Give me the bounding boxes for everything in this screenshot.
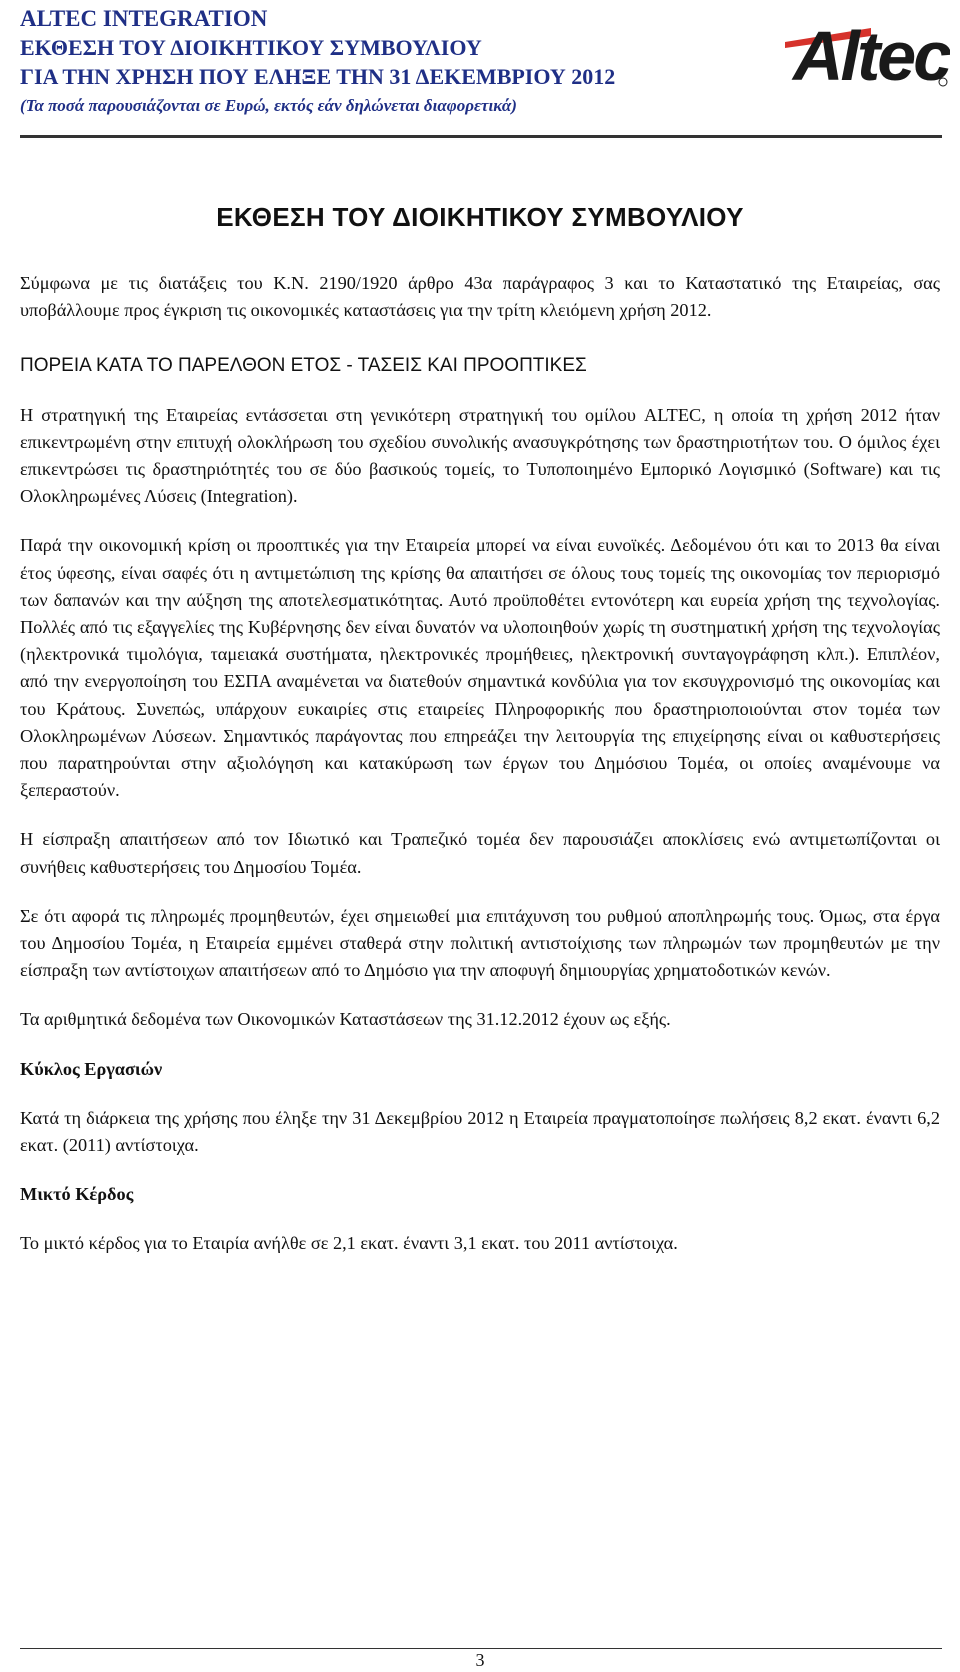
gross-profit-text: Το μικτό κέρδος για το Εταιρία ανήλθε σε 2,1 εκατ. έναντι 3,1 εκατ. του 2011 αντίστοιχα. — [20, 1233, 678, 1254]
header-divider — [20, 135, 942, 138]
paragraph-strategy: Η στρατηγική της Εταιρείας εντάσσεται στη γενικότερη στρατηγική του ομίλου ALTEC, η οποία τη χρήση 2012 ήταν επικεντρωμένη στην επιτυχή ολοκλήρωση του σχεδίου συνολικής ανασυγκρότησης των δραστηριοτήτων του. Ο όμιλος έχει επικεντρώσει τις δραστηριότητές του σε δύο βασικούς τομείς, το Τυποποιημένο Εμπορικό Λογισμικό (Software) και τις Ολοκληρωμένες Λύσεις (Integration). — [20, 404, 940, 507]
footer-divider — [20, 1648, 942, 1649]
header-period-line: ΓΙΑ ΤΗΝ ΧΡΗΣΗ ΠΟΥ ΕΛΗΞΕ ΤΗΝ 31 ΔΕΚΕΜΒΡΙΟΥ 2012 — [20, 64, 616, 89]
intro-paragraph: Σύμφωνα με τις διατάξεις του Κ.Ν. 2190/1920 άρθρο 43α παράγραφος 3 και το Καταστατικό της Εταιρείας, σας υποβάλλουμε προς έγκριση τις οικονομικές καταστάσεις για την τρίτη κλειόμενη χρήση 2012. — [20, 273, 940, 321]
turnover-heading: Κύκλος Εργασιών — [20, 1058, 163, 1079]
page-title: ΕΚΘΕΣΗ ΤΟΥ ΔΙΟΙΚΗΤΙΚΟΥ ΣΥΜΒΟΥΛΙΟΥ — [216, 202, 744, 232]
header-report-line: ΕΚΘΕΣΗ ΤΟΥ ΔΙΟΙΚΗΤΙΚΟΥ ΣΥΜΒΟΥΛΙΟΥ — [20, 35, 482, 60]
paragraph-financials-intro: Τα αριθμητικά δεδομένα των Οικονομικών Καταστάσεων της 31.12.2012 έχουν ως εξής. — [20, 1009, 671, 1030]
paragraph-outlook: Παρά την οικονομική κρίση οι προοπτικές για την Εταιρεία μπορεί να είναι ευνοϊκές. Δεδομένου ότι και το 2013 θα είναι έτος ύφεσης, είναι σαφές ότι η αντιμετώπιση της κρίσης θα απαιτήσει σε όλους τους τομείς της οικονομίας τον περιορισμό των δαπανών και την αύξηση της αποτελεσματικότητας. Αυτό προϋποθέτει εντονότερη και ευρεία χρήση της τεχνολογίας. Πολλές από τις εξαγγελίες της Κυβέρνησης δεν είναι δυνατόν να υλοποιηθούν χωρίς τη συστηματική χρήση της τεχνολογίας (ηλεκτρονικά τιμολόγια, ταμειακά συστήματα, ηλεκτρονικές προμήθειες, ηλεκτρονική συνταγογράφηση κλπ.). Επιπλέον, από την ενεργοποίηση του ΕΣΠΑ αναμένεται να διατεθούν σημαντικά κονδύλια για τον εκσυγχρονισμό της οικονομίας και του Κράτους. Συνεπώς, υπάρχουν ευκαιρίες στις εταιρείες Πληροφορικής που δραστηριοποιούνται στον τομέα των Ολοκληρωμένων Λύσεων. Σημαντικός παράγοντας που επηρεάζει την λειτουργία της επιχείρησης είναι οι καθυστερήσεις που παρατηρούνται στην αξιολόγηση και κατακύρωση των έργων του Δημόσιου Τομέα, οι οποίες αναμένουμε να ξεπεραστούν. — [20, 535, 940, 801]
paragraph-receivables: Η είσπραξη απαιτήσεων από τον Ιδιωτικό και Τραπεζικό τομέα δεν παρουσιάζει αποκλίσεις ενώ αντιμετωπίζονται οι συνήθεις καθυστερήσεις του Δημοσίου Τομέα. — [20, 829, 940, 877]
report-body — [20, 270, 940, 1258]
logo-wordmark: Altec — [793, 17, 950, 94]
page-number: 3 — [475, 1650, 485, 1670]
paragraph-payables: Σε ότι αφορά τις πληρωμές προμηθευτών, έχει σημειωθεί μια επιτάχυνση του ρυθμού αποπληρωμής τους. Όμως, στα έργα του Δημοσίου Τομέα, η Εταιρεία εμμένει σταθερά στην πολιτική αντιστοίχισης των πληρωμών των προμηθευτών με την είσπραξη των αντίστοιχων απαιτήσεων από το Δημόσιο για την αποφυγή δημιουργίας χρηματοδοτικών κενών. — [20, 905, 940, 981]
document-header — [20, 4, 780, 121]
altec-logo — [785, 2, 950, 94]
section-heading: ΠΟΡΕΙΑ ΚΑΤΑ ΤΟ ΠΑΡΕΛΘΟΝ ΕΤΟΣ - ΤΑΣΕΙΣ ΚΑΙ ΠΡΟΟΠΤΙΚΕΣ — [20, 355, 587, 377]
company-name: ALTEC INTEGRATION — [20, 6, 268, 31]
turnover-text: Κατά τη διάρκεια της χρήσης που έληξε την 31 Δεκεμβρίου 2012 η Εταιρεία πραγματοποίησε πωλήσεις 8,2 εκατ. έναντι 6,2 εκατ. (2011) αντίστοιχα. — [20, 1107, 940, 1156]
currency-note: (Τα ποσά παρουσιάζονται σε Ευρώ, εκτός εάν δηλώνεται διαφορετικά) — [20, 96, 517, 115]
gross-profit-heading: Μικτό Κέρδος — [20, 1184, 134, 1205]
